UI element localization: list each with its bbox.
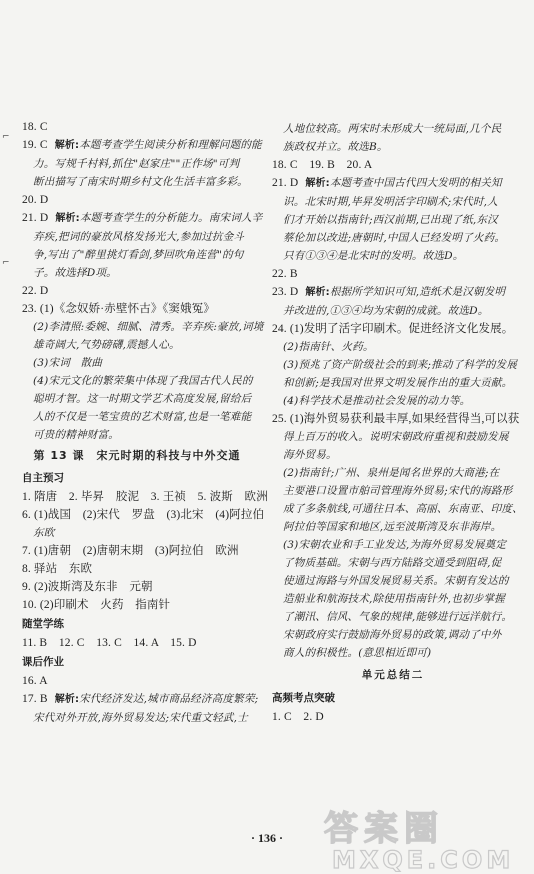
- answer-with-analysis: [272, 283, 514, 302]
- answer-number: 19. C: [22, 139, 48, 151]
- answer-line: 24. (1)发明了活字印刷术。促进经济文化发展。: [272, 323, 514, 335]
- answer-continuation: 蔡伦加以改进;唐朝时,中国人已经发明了火药。: [283, 232, 506, 244]
- section-heading: 自主预习: [22, 472, 64, 484]
- analysis-text: 根据所学知识可知,造纸术是汉朝发明: [329, 286, 506, 298]
- answer-continuation: 和创新;是我国对世界文明发展作出的重大贡献。: [283, 377, 513, 389]
- analysis-label: 解析:: [54, 140, 80, 151]
- answer-line: 1. C 2. D: [272, 711, 324, 723]
- answer-continuation: 海外贸易。: [283, 449, 337, 461]
- answer-continuation: (3)宋朝农业和手工业发达,为海外贸易发展奠定: [283, 539, 507, 551]
- answer-continuation: (4)宋元文化的繁荣集中体现了我国古代人民的: [33, 375, 253, 387]
- answer-line: 10. (2)印刷术 火药 指南针: [22, 599, 171, 611]
- answer-continuation: 造船业和航海技术,除使用指南针外,也初步掌握: [283, 593, 505, 605]
- answer-number: 21. D: [22, 212, 49, 224]
- answer-line: 25. (1)海外贸易获利最丰厚,如果经营得当,可以获: [272, 413, 520, 425]
- analysis-label: 解析:: [305, 178, 330, 189]
- analysis-label: 解析:: [54, 694, 80, 705]
- answer-continuation: (3)宋词 散曲: [33, 357, 103, 369]
- answer-with-analysis: [22, 690, 259, 709]
- answer-continuation: 识。北宋时期,毕昇发明活字印刷术;宋代时,人: [283, 196, 498, 208]
- binding-edge-mark: ⌐: [2, 132, 10, 142]
- spacer: [48, 139, 55, 151]
- answer-continuation: 得上百万的收入。说明宋朝政府重视和鼓励发展: [283, 431, 509, 443]
- lesson-heading: 第 13 课 宋元时期的科技与中外交通: [33, 449, 241, 462]
- answer-continuation: 族政权并立。故选B。: [283, 141, 388, 153]
- answer-line: 18. C 19. B 20. A: [272, 159, 373, 171]
- answer-continuation: 弃疾,把词的豪放风格发扬光大,参加过抗金斗: [33, 231, 245, 243]
- answer-with-analysis: [22, 209, 263, 228]
- answer-number: 23. D: [272, 286, 299, 298]
- answer-line: 1. 隋唐 2. 毕昇 胶泥 3. 王祯 5. 波斯 欧洲: [22, 491, 268, 503]
- answer-number: 21. D: [272, 177, 299, 189]
- answer-continuation: (2)李清照:委婉、细腻、清秀。辛弃疾:豪放,词境: [33, 321, 264, 333]
- answer-with-analysis: [272, 174, 514, 193]
- answer-continuation: 了潮汛、信风、气象的规律,能够进行远洋航行。: [283, 611, 513, 623]
- answer-line: 8. 驿站 东欧: [22, 563, 93, 575]
- answer-continuation: 雄奇阔大,气势磅礴,震撼人心。: [33, 339, 180, 351]
- answer-continuation: 人地位较高。两宋时未形成大一统局面,几个民: [283, 123, 502, 135]
- answer-continuation: 商人的积极性。(意思相近即可): [283, 647, 432, 659]
- analysis-label: 解析:: [305, 287, 330, 298]
- answer-line: 16. A: [22, 675, 48, 687]
- answer-continuation: 并改进的,①③④均为宋朝的成就。故选D。: [283, 305, 489, 317]
- answer-continuation: 可贵的精神财富。: [33, 429, 119, 441]
- answer-continuation: 们才开始以指南针;西汉前期,已出现了纸,东汉: [283, 214, 498, 226]
- watermark-url: MXQE.COM: [332, 846, 515, 872]
- binding-edge-mark: ⌐: [2, 258, 10, 268]
- answer-line: 9. (2)波斯湾及东非 元朝: [22, 581, 153, 593]
- section-heading: 随堂学练: [22, 618, 64, 630]
- unit-heading: 单元总结二: [361, 669, 425, 681]
- answer-continuation: 人的不仅是一笔宝贵的艺术财富,也是一笔难能: [33, 411, 252, 423]
- section-heading: 高频考点突破: [272, 692, 335, 704]
- answer-line: 22. D: [22, 285, 49, 297]
- analysis-text: 本题考查学生的分析能力。南宋词人辛: [79, 212, 263, 224]
- answer-continuation: (4)科学技术是推动社会发展的动力等。: [283, 395, 471, 407]
- watermark-text: 答案圈: [324, 809, 444, 849]
- answer-continuation: (2)指南针;广州、泉州是闻名世界的大商港;在: [283, 467, 500, 479]
- answer-continuation: 成了多条航线,可通往日本、高丽、东南亚、印度、: [283, 503, 523, 515]
- left-column: [22, 118, 268, 727]
- analysis-text: 本题考查中国古代四大发明的相关知: [329, 177, 502, 189]
- watermark-logo: [310, 802, 520, 872]
- answer-continuation: 聪明才智。这一时期文学艺术高度发展,留给后: [33, 393, 252, 405]
- answer-line: 11. B 12. C 13. C 14. A 15. D: [22, 637, 197, 649]
- spacer: [48, 693, 55, 705]
- answer-continuation: 了物质基础。宋朝与西方陆路交通受到阻碍,促: [283, 557, 502, 569]
- answer-with-analysis: [22, 136, 262, 155]
- answer-line: 18. C: [22, 121, 48, 133]
- answer-continuation: 断出描写了南宋时期乡村文化生活丰富多彩。: [33, 176, 248, 188]
- answer-continuation: 使通过海路与外国发展贸易关系。宋朝有发达的: [283, 575, 509, 587]
- answer-continuation: 子。故选择D项。: [33, 267, 117, 279]
- answer-continuation: 阿拉伯等国家和地区,远至波斯湾及东非海岸。: [283, 521, 502, 533]
- answer-continuation: 东欧: [33, 527, 55, 539]
- section-heading: 课后作业: [22, 656, 64, 668]
- answer-line: 20. D: [22, 194, 49, 206]
- answer-continuation: 主要港口设置市舶司管理海外贸易;宋代的海路形: [283, 485, 513, 497]
- right-column: [272, 120, 523, 726]
- answer-line: 6. (1)战国 (2)宋代 罗盘 (3)北宋 (4)阿拉伯: [22, 509, 265, 521]
- answer-line: 22. B: [272, 268, 298, 280]
- answer-line: 7. (1)唐朝 (2)唐朝末期 (3)阿拉伯 欧洲: [22, 545, 239, 557]
- answer-continuation: 争,写出了"醉里挑灯看剑,梦回吹角连营"的句: [33, 249, 244, 261]
- answer-continuation: 宋朝政府实行鼓励海外贸易的政策,调动了中外: [283, 629, 502, 641]
- answer-line: 23. (1)《念奴娇·赤壁怀古》《窦娥冤》: [22, 303, 216, 315]
- page-number: · 136 ·: [250, 831, 283, 845]
- answer-continuation: (3)预兆了资产阶级社会的到来;推动了科学的发展: [283, 359, 518, 371]
- answer-continuation: 力。写规千村料,抓住"赵家庄""正作场"可判: [33, 158, 240, 170]
- answer-continuation: 宋代对外开放,海外贸易发达;宋代重文轻武,士: [33, 712, 248, 724]
- analysis-label: 解析:: [55, 213, 80, 224]
- analysis-text: 宋代经济发达,城市商品经济高度繁荣;: [79, 693, 259, 705]
- analysis-text: 本题考查学生阅读分析和理解问题的能: [79, 139, 262, 151]
- answer-number: 17. B: [22, 693, 48, 705]
- answer-continuation: (2)指南针、火药。: [283, 341, 374, 353]
- answer-continuation: 只有①③④是北宋时的发明。故选D。: [283, 250, 464, 262]
